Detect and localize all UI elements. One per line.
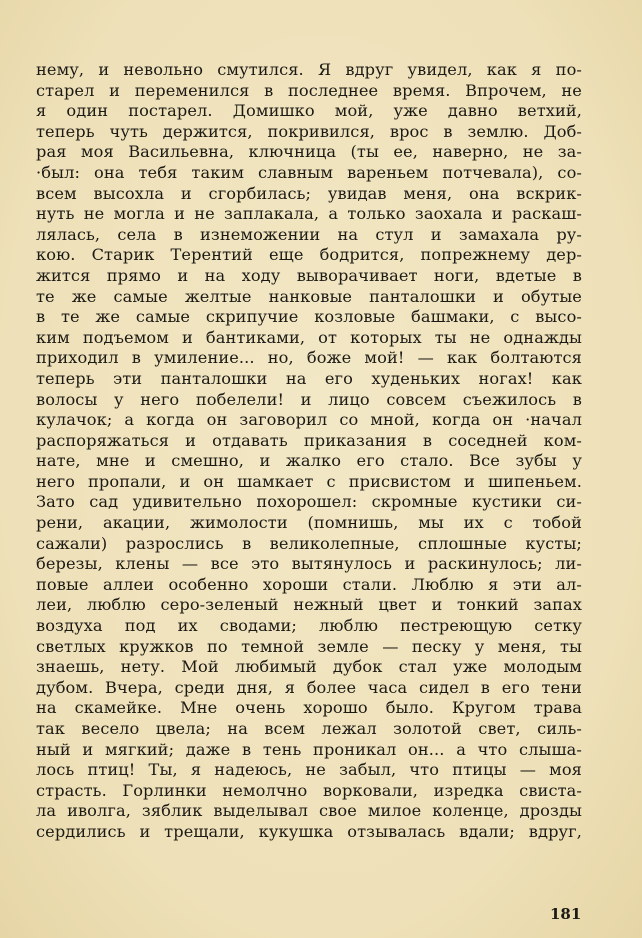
text-line: так весело цвела; на всем лежал золотой свет, силь- xyxy=(36,719,582,738)
text-line: нуть не могла и не заплакала, а только заохала и раскаш- xyxy=(36,204,582,224)
text-line: воздуха под их сводами; люблю пестреющую сетку xyxy=(36,616,582,636)
text-line: знаешь, нету. Мой любимый дубок стал уже молодым xyxy=(36,657,582,677)
text-line: сажали) разрослись в великолепные, сплошные кусты; xyxy=(36,533,582,553)
text-line: приходил в умиление... но, боже мой! — как болтаются xyxy=(36,348,582,368)
text-line: Зато сад удивительно похорошел: скромные кустики си- xyxy=(36,492,582,512)
text-line: рая моя Васильевна, ключница (ты ее, наверно, не за- xyxy=(36,142,582,162)
text-line: него пропали, и он шамкает с присвистом и шипеньем. xyxy=(36,471,582,491)
text-line: ла иволга, зяблик выделывал свое милое коленце, дрозды xyxy=(36,801,582,821)
text-line: леи, люблю серо-зеленый нежный цвет и тонкий запах xyxy=(36,595,582,615)
text-line: нему, и невольно смутился. Я вдруг увидел, как я по- xyxy=(36,60,582,79)
text-line: березы, клены — все это вытянулось и раскинулось; ли- xyxy=(36,554,582,574)
text-line: теперь чуть держится, покривился, врос в землю. Доб- xyxy=(36,121,582,141)
text-line: страсть. Горлинки немолчно ворковали, изредка свиста- xyxy=(36,780,582,800)
text-line: сердились и трещали, кукушка отзывалась вдали; вдруг, xyxy=(36,821,582,841)
text-line: распоряжаться и отдавать приказания в соседней ком- xyxy=(36,430,582,450)
text-line: лось птиц! Ты, я надеюсь, не забыл, что птицы — моя xyxy=(36,760,582,780)
text-line: жится прямо и на ходу выворачивает ноги, вдетые в xyxy=(36,265,582,285)
text-line: светлых кружков по темной земле — песку у меня, ты xyxy=(36,636,582,656)
text-line: ·был: она тебя таким славным вареньем потчевала), со- xyxy=(36,162,582,182)
text-line: кою. Старик Терентий еще бодрится, попрежнему дер- xyxy=(36,245,582,265)
text-line: дубом. Вчера, среди дня, я более часа сидел в его тени xyxy=(36,677,582,697)
text-line: кулачок; а когда он заговорил со мной, когда он ·начал xyxy=(36,410,582,430)
page-number: 181 xyxy=(550,905,582,923)
text-line: повые аллеи особенно хороши стали. Люблю я эти ал- xyxy=(36,574,582,594)
text-line: всем высохла и сгорбилась; увидав меня, она вскрик- xyxy=(36,183,582,203)
text-line: теперь эти панталошки на его худеньких ногах! как xyxy=(36,368,582,388)
text-line: ким подъемом и бантиками, от которых ты не однажды xyxy=(36,327,582,347)
text-line: волосы у него побелели! и лицо совсем съежилось в xyxy=(36,389,582,409)
text-line: на скамейке. Мне очень хорошо было. Кругом трава xyxy=(36,698,582,718)
text-line: я один постарел. Домишко мой, уже давно ветхий, xyxy=(36,101,582,121)
text-line: нате, мне и смешно, и жалко его стало. Все зубы у xyxy=(36,451,582,471)
text-line: ный и мягкий; даже в тень проникал он... а что слыша- xyxy=(36,739,582,759)
text-line: в те же самые скрипучие козловые башмаки, с высо- xyxy=(36,307,582,327)
text-line: те же самые желтые нанковые панталошки и обутые xyxy=(36,286,582,306)
text-line: лялась, села в изнеможении на стул и замахала ру- xyxy=(36,224,582,244)
text-line: рени, акации, жимолости (помнишь, мы их с тобой xyxy=(36,513,582,533)
body-text xyxy=(36,60,582,843)
text-line: старел и переменился в последнее время. Впрочем, не xyxy=(36,80,582,100)
